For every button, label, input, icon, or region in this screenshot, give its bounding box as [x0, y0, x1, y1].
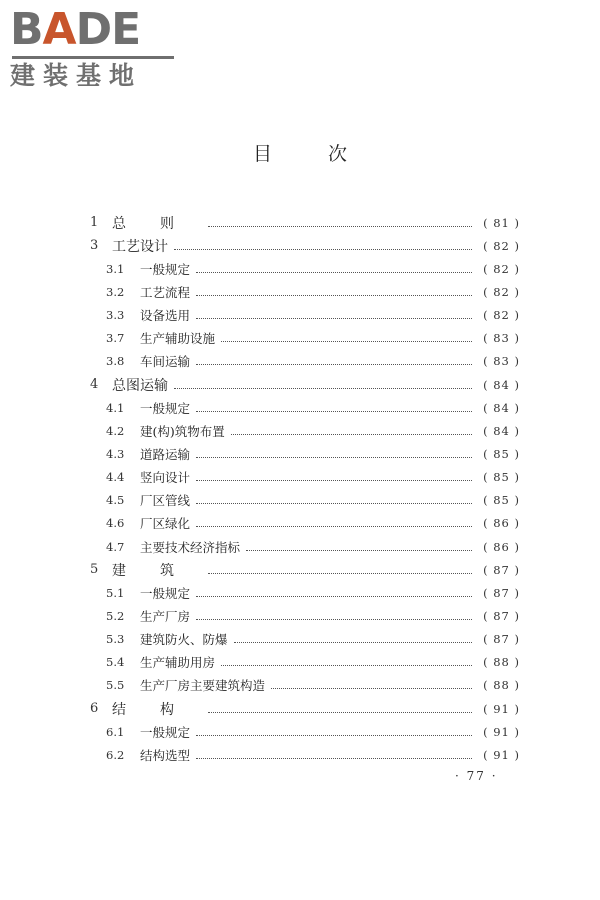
toc-dot-leader [208, 225, 472, 227]
toc-entry-title: 生产辅助设施 [140, 331, 216, 347]
toc-entry-page: ( 84 ) [483, 423, 520, 438]
toc-entry-number: 5.1 [106, 585, 125, 600]
toc-chapter-entry[interactable] [88, 211, 520, 234]
toc-section-entry[interactable] [88, 419, 520, 442]
toc-entry-number: 3.8 [106, 354, 125, 369]
toc-section-entry[interactable] [88, 674, 520, 697]
toc-dot-leader [196, 502, 472, 504]
toc-entry-title: 厂区绿化 [140, 516, 191, 532]
logo-divider [12, 56, 174, 59]
toc-section-entry[interactable] [88, 651, 520, 674]
toc-entry-page: ( 84 ) [483, 400, 520, 415]
toc-entry-title: 结构选型 [140, 747, 191, 763]
toc-entry-number: 3.2 [106, 284, 125, 299]
title-char-2: 次 [328, 143, 348, 165]
toc-entry-number: 4.6 [106, 516, 125, 531]
toc-entry-title: 设备选用 [140, 308, 191, 324]
toc-dot-leader [234, 641, 472, 643]
toc-entry-title: 一般规定 [140, 261, 191, 277]
toc-entry-title: 主要技术经济指标 [140, 539, 241, 555]
toc-entry-title: 工艺流程 [140, 284, 191, 300]
toc-chapter-entry[interactable] [88, 234, 520, 257]
toc-entry-title: 建筑 [112, 562, 208, 579]
toc-chapter-entry[interactable] [88, 373, 520, 396]
toc-entry-title: 一般规定 [140, 400, 191, 416]
toc-entry-page: ( 85 ) [483, 493, 520, 508]
toc-entry-title: 结构 [112, 701, 208, 718]
toc-section-entry[interactable] [88, 743, 520, 766]
toc-section-entry[interactable] [88, 280, 520, 303]
toc-entry-page: ( 85 ) [483, 470, 520, 485]
toc-entry-title: 生产厂房主要建筑构造 [140, 678, 266, 694]
toc-entry-page: ( 91 ) [483, 724, 520, 739]
toc-dot-leader [196, 479, 472, 481]
toc-dot-leader [231, 433, 472, 435]
toc-entry-number: 4.3 [106, 446, 125, 461]
toc-section-entry[interactable] [88, 535, 520, 558]
toc-dot-leader [174, 248, 472, 250]
logo-subtitle: 建装基地 [10, 61, 143, 90]
toc-dot-leader [271, 687, 472, 689]
toc-dot-leader [196, 525, 472, 527]
logo-letter-a-accent: A [42, 4, 76, 55]
toc-section-entry[interactable] [88, 304, 520, 327]
toc-entry-number: 6.2 [106, 747, 125, 762]
toc-entry-number: 4.1 [106, 400, 125, 415]
toc-entry-page: ( 88 ) [483, 655, 520, 670]
toc-section-entry[interactable] [88, 466, 520, 489]
toc-dot-leader [196, 410, 472, 412]
toc-entry-page: ( 81 ) [483, 215, 520, 230]
logo-wordmark [10, 6, 140, 54]
toc-entry-number: 4.5 [106, 493, 125, 508]
toc-entry-title: 建筑防火、防爆 [140, 632, 228, 648]
toc-entry-title: 生产厂房 [140, 608, 191, 624]
toc-entry-title: 生产辅助用房 [140, 655, 216, 671]
toc-section-entry[interactable] [88, 442, 520, 465]
toc-section-entry[interactable] [88, 581, 520, 604]
toc-chapter-entry[interactable] [88, 697, 520, 720]
toc-section-entry[interactable] [88, 512, 520, 535]
toc-section-entry[interactable] [88, 396, 520, 419]
logo-letter-b: B [10, 4, 43, 55]
toc-entry-number: 4.4 [106, 470, 125, 485]
toc-section-entry[interactable] [88, 327, 520, 350]
toc-dot-leader [174, 387, 472, 389]
toc-entry-page: ( 86 ) [483, 516, 520, 531]
toc-entry-page: ( 84 ) [483, 377, 520, 392]
toc-entry-number: 5.3 [106, 632, 125, 647]
toc-entry-title: 总图运输 [112, 377, 168, 394]
toc-dot-leader [196, 271, 472, 273]
table-of-contents [88, 211, 520, 766]
toc-section-entry[interactable] [88, 257, 520, 280]
toc-entry-title: 总则 [112, 215, 208, 232]
toc-entry-number: 6 [90, 701, 99, 717]
toc-entry-title: 一般规定 [140, 724, 191, 740]
toc-entry-number: 1 [90, 215, 99, 231]
toc-entry-number: 4.7 [106, 539, 125, 554]
toc-dot-leader [196, 757, 472, 759]
toc-entry-page: ( 82 ) [483, 261, 520, 276]
page-number: · 77 · [455, 769, 498, 783]
toc-section-entry[interactable] [88, 604, 520, 627]
toc-entry-number: 5.4 [106, 655, 125, 670]
toc-entry-page: ( 87 ) [483, 632, 520, 647]
brand-logo [10, 6, 175, 90]
toc-dot-leader [221, 340, 472, 342]
toc-section-entry[interactable] [88, 720, 520, 743]
toc-entry-title: 厂区管线 [140, 493, 191, 509]
toc-section-entry[interactable] [88, 489, 520, 512]
toc-dot-leader [196, 618, 472, 620]
toc-entry-number: 4.2 [106, 423, 125, 438]
toc-entry-page: ( 82 ) [483, 284, 520, 299]
title-char-1: 目 [252, 143, 272, 165]
toc-dot-leader [196, 317, 472, 319]
toc-dot-leader [208, 711, 472, 713]
toc-chapter-entry[interactable] [88, 558, 520, 581]
toc-entry-page: ( 87 ) [483, 585, 520, 600]
toc-entry-page: ( 91 ) [483, 701, 520, 716]
toc-entry-title: 竖向设计 [140, 470, 191, 486]
toc-dot-leader [196, 595, 472, 597]
toc-entry-number: 4 [90, 377, 99, 393]
logo-letters-de: DE [75, 4, 141, 55]
toc-entry-title: 车间运输 [140, 354, 191, 370]
toc-dot-leader [196, 456, 472, 458]
toc-entry-title: 建(构)筑物布置 [140, 423, 225, 439]
toc-entry-title: 工艺设计 [112, 238, 168, 255]
toc-entry-page: ( 87 ) [483, 608, 520, 623]
toc-entry-number: 3.7 [106, 331, 125, 346]
page-title [0, 141, 600, 167]
toc-dot-leader [196, 294, 472, 296]
toc-dot-leader [208, 572, 472, 574]
toc-entry-title: 道路运输 [140, 446, 191, 462]
toc-entry-title: 一般规定 [140, 585, 191, 601]
toc-entry-page: ( 82 ) [483, 308, 520, 323]
toc-entry-page: ( 83 ) [483, 331, 520, 346]
toc-dot-leader [196, 363, 472, 365]
toc-dot-leader [246, 549, 472, 551]
toc-section-entry[interactable] [88, 628, 520, 651]
toc-entry-number: 3.3 [106, 308, 125, 323]
toc-entry-page: ( 91 ) [483, 747, 520, 762]
toc-entry-page: ( 87 ) [483, 562, 520, 577]
toc-entry-page: ( 83 ) [483, 354, 520, 369]
toc-entry-number: 5.5 [106, 678, 125, 693]
toc-entry-page: ( 85 ) [483, 446, 520, 461]
toc-entry-page: ( 86 ) [483, 539, 520, 554]
toc-entry-number: 3.1 [106, 261, 125, 276]
toc-entry-page: ( 88 ) [483, 678, 520, 693]
toc-dot-leader [196, 734, 472, 736]
toc-entry-number: 5 [90, 562, 99, 578]
toc-entry-number: 3 [90, 238, 99, 254]
toc-entry-number: 5.2 [106, 608, 125, 623]
toc-entry-number: 6.1 [106, 724, 125, 739]
toc-section-entry[interactable] [88, 350, 520, 373]
toc-entry-page: ( 82 ) [483, 238, 520, 253]
toc-dot-leader [221, 664, 472, 666]
